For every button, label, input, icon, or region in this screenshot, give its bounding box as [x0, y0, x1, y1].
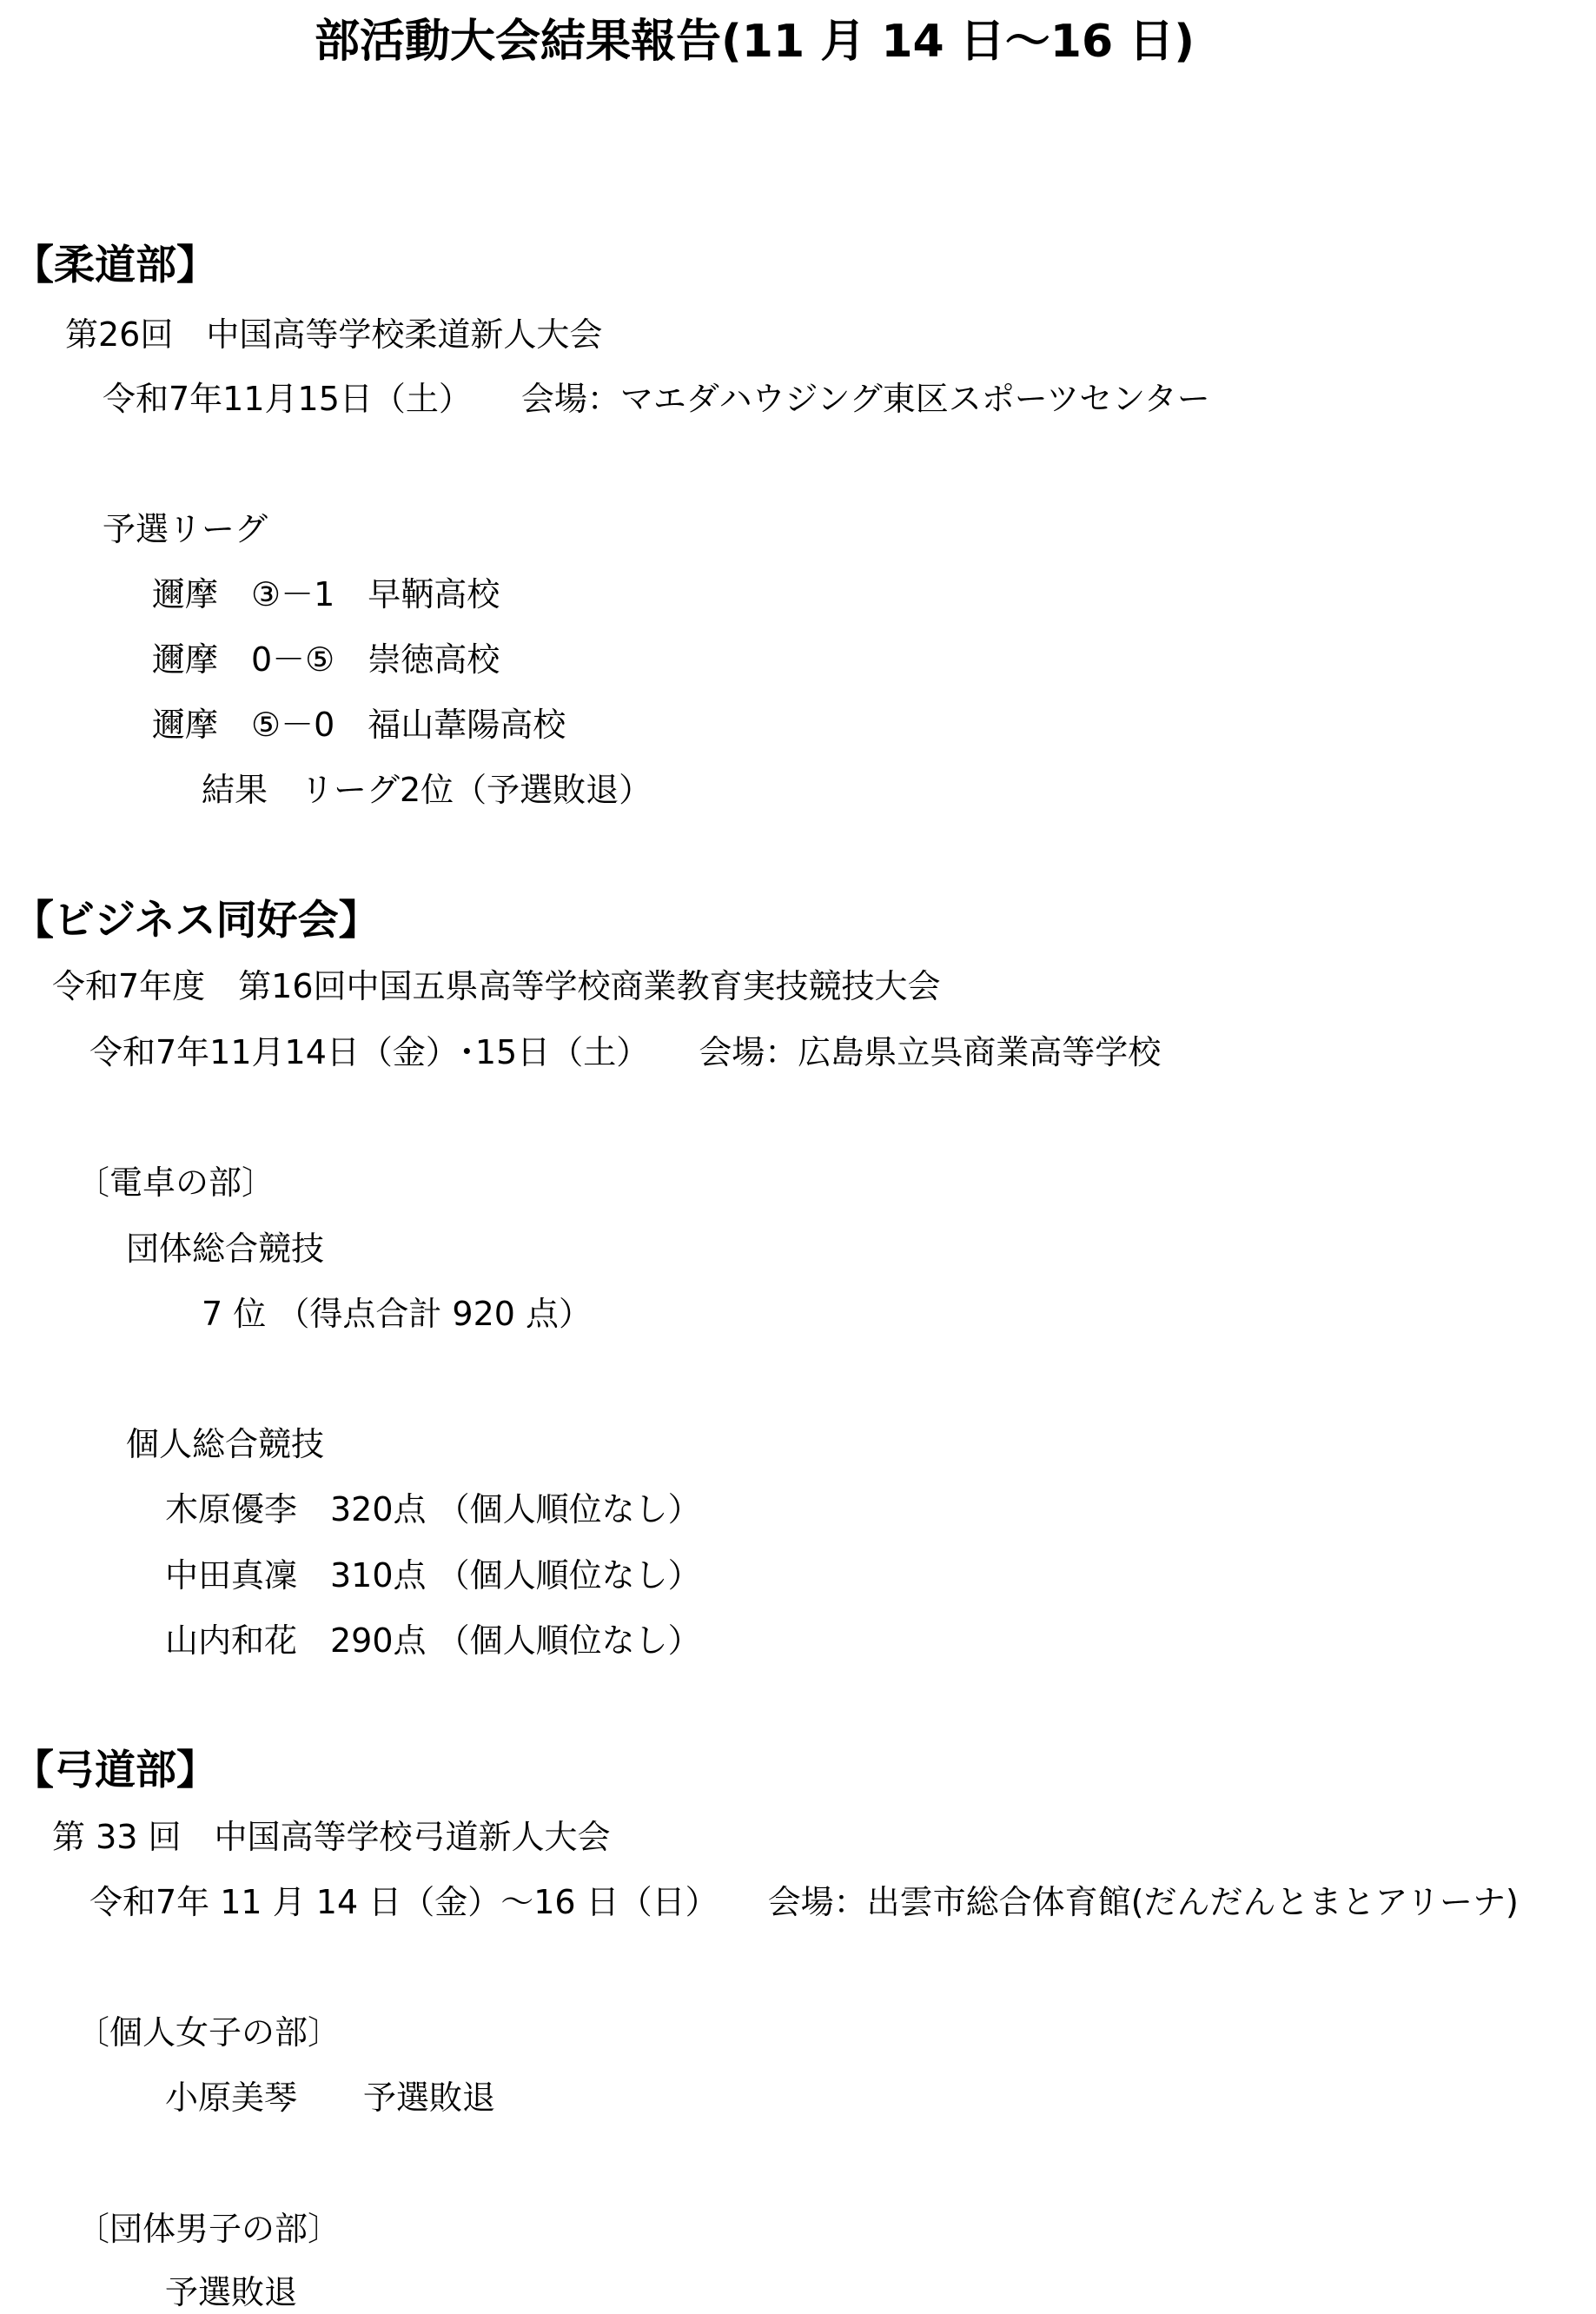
business-team-label: 団体総合競技	[126, 1230, 325, 1268]
archery-women-result: 小原美琴 予選敗退	[165, 2079, 496, 2117]
judo-league-label: 予選リーグ	[103, 510, 268, 548]
judo-result: 結果 リーグ2位（予選敗退）	[202, 771, 652, 809]
archery-women-division: 〔個人女子の部〕	[76, 2013, 341, 2052]
archery-men-division: 〔団体男子の部〕	[76, 2210, 341, 2248]
business-individual-3: 山内和花 290点 （個人順位なし）	[165, 1621, 701, 1660]
judo-match-1: 邇摩 ③－1 早鞆高校	[152, 575, 500, 613]
judo-heading: 【柔道部】	[13, 242, 217, 289]
judo-date-venue: 令和7年11月15日（土） 会場：マエダハウジング東区スポーツセンター	[103, 380, 1210, 418]
business-division: 〔電卓の部〕	[76, 1164, 275, 1202]
judo-match-2: 邇摩 0－⑤ 崇徳高校	[152, 640, 500, 679]
page-title: 部活動大会結果報告(11 月 14 日〜16 日)	[315, 16, 1195, 68]
business-tournament-name: 令和7年度 第16回中国五県高等学校商業教育実技競技大会	[52, 967, 941, 1005]
business-heading: 【ビジネス同好会】	[13, 897, 380, 945]
business-individual-2: 中田真凜 310点 （個人順位なし）	[165, 1556, 701, 1595]
archery-men-result: 予選敗退	[165, 2273, 298, 2311]
business-individual-label: 個人総合競技	[126, 1425, 325, 1463]
business-date-venue: 令和7年11月14日（金）･15日（土） 会場：広島県立呉商業高等学校	[89, 1033, 1162, 1071]
judo-tournament-name: 第26回 中国高等学校柔道新人大会	[65, 315, 603, 354]
archery-date-venue: 令和7年 11 月 14 日（金）～16 日（日） 会場：出雲市総合体育館(だんだんとまとアリーナ)	[89, 1883, 1519, 1921]
judo-match-3: 邇摩 ⑤－0 福山葦陽高校	[152, 706, 566, 744]
archery-heading: 【弓道部】	[13, 1747, 217, 1794]
business-team-result: 7 位 （得点合計 920 点）	[202, 1295, 593, 1333]
archery-tournament-name: 第 33 回 中国高等学校弓道新人大会	[52, 1818, 611, 1856]
business-individual-1: 木原優李 320点 （個人順位なし）	[165, 1490, 701, 1528]
